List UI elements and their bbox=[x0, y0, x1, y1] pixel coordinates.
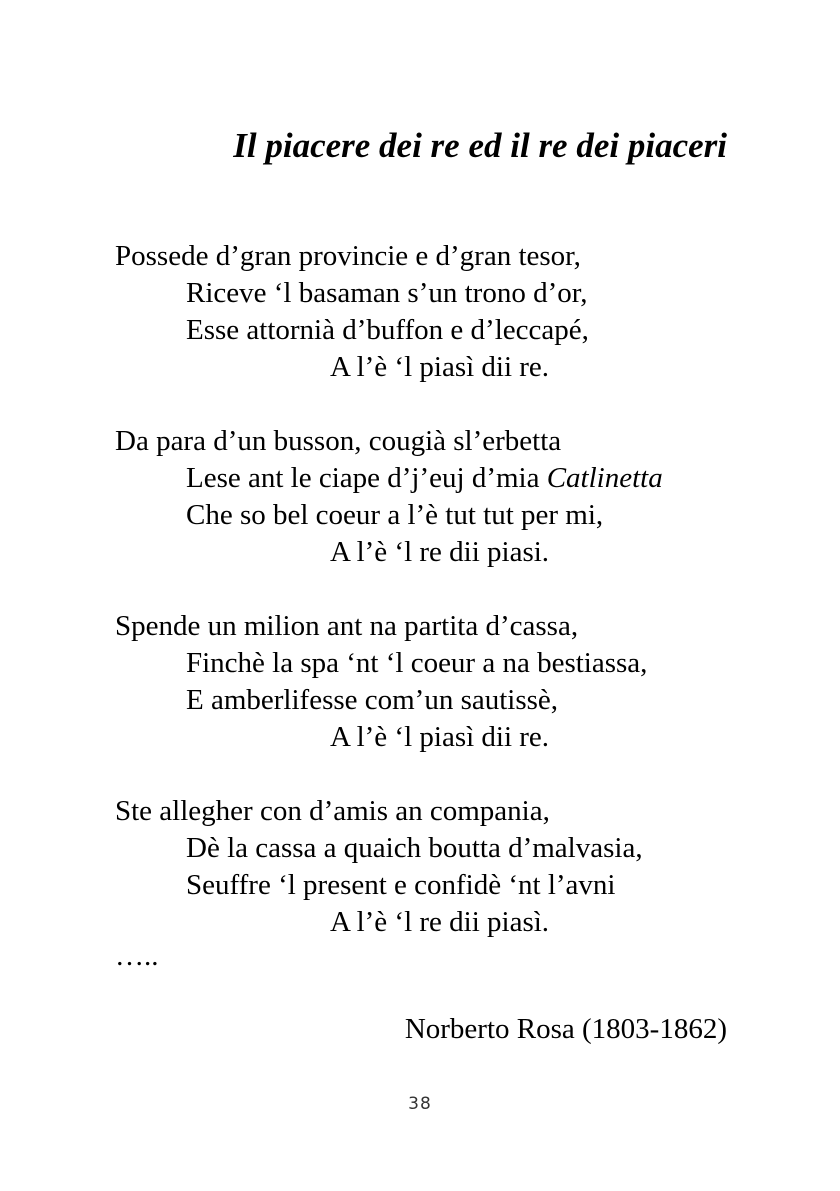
poem-title: Il piacere dei re ed il re dei piaceri bbox=[233, 126, 727, 165]
poem-line: Esse attornià d’buffon e d’leccapé, bbox=[186, 314, 589, 346]
poem-line: Ste allegher con d’amis an compania, bbox=[115, 795, 550, 827]
stanza-1 bbox=[115, 238, 755, 386]
ellipsis: ….. bbox=[115, 940, 159, 972]
poem-refrain: A l’è ‘l piasì dii re. bbox=[330, 721, 550, 753]
poem-line: Spende un milion ant na partita d’cassa, bbox=[115, 610, 579, 642]
stanza-3 bbox=[115, 608, 755, 756]
italic-name: Catlinetta bbox=[546, 462, 663, 494]
poem-line: Che so bel coeur a l’è tut tut per mi, bbox=[186, 499, 604, 531]
poem-line: Da para d’un busson, cougià sl’erbetta bbox=[115, 425, 562, 457]
poem-line: Dè la cassa a quaich boutta d’malvasia, bbox=[186, 832, 643, 864]
page-number: 38 bbox=[408, 1094, 432, 1114]
poem-line: Riceve ‘l basaman s’un trono d’or, bbox=[186, 277, 588, 309]
poem-line: E amberlifesse com’un sautissè, bbox=[186, 684, 559, 716]
poem-refrain: A l’è ‘l re dii piasi. bbox=[330, 536, 550, 568]
poem-line: Seuffre ‘l present e confidè ‘nt l’avni bbox=[186, 869, 616, 901]
stanza-4 bbox=[115, 793, 755, 941]
poem-body bbox=[115, 238, 755, 971]
poem-line: Finchè la spa ‘nt ‘l coeur a na bestiassa, bbox=[186, 647, 648, 679]
stanza-2 bbox=[115, 423, 755, 571]
poem-line: Possede d’gran provincie e d’gran tesor, bbox=[115, 240, 581, 272]
poem-line bbox=[115, 460, 755, 497]
poem-refrain: A l’è ‘l piasì dii re. bbox=[330, 351, 550, 383]
poem-line-text: Lese ant le ciape d’j’euj d’mia bbox=[186, 462, 547, 494]
poem-refrain: A l’è ‘l re dii piasì. bbox=[330, 906, 550, 938]
author-attribution: Norberto Rosa (1803-1862) bbox=[404, 1013, 727, 1045]
